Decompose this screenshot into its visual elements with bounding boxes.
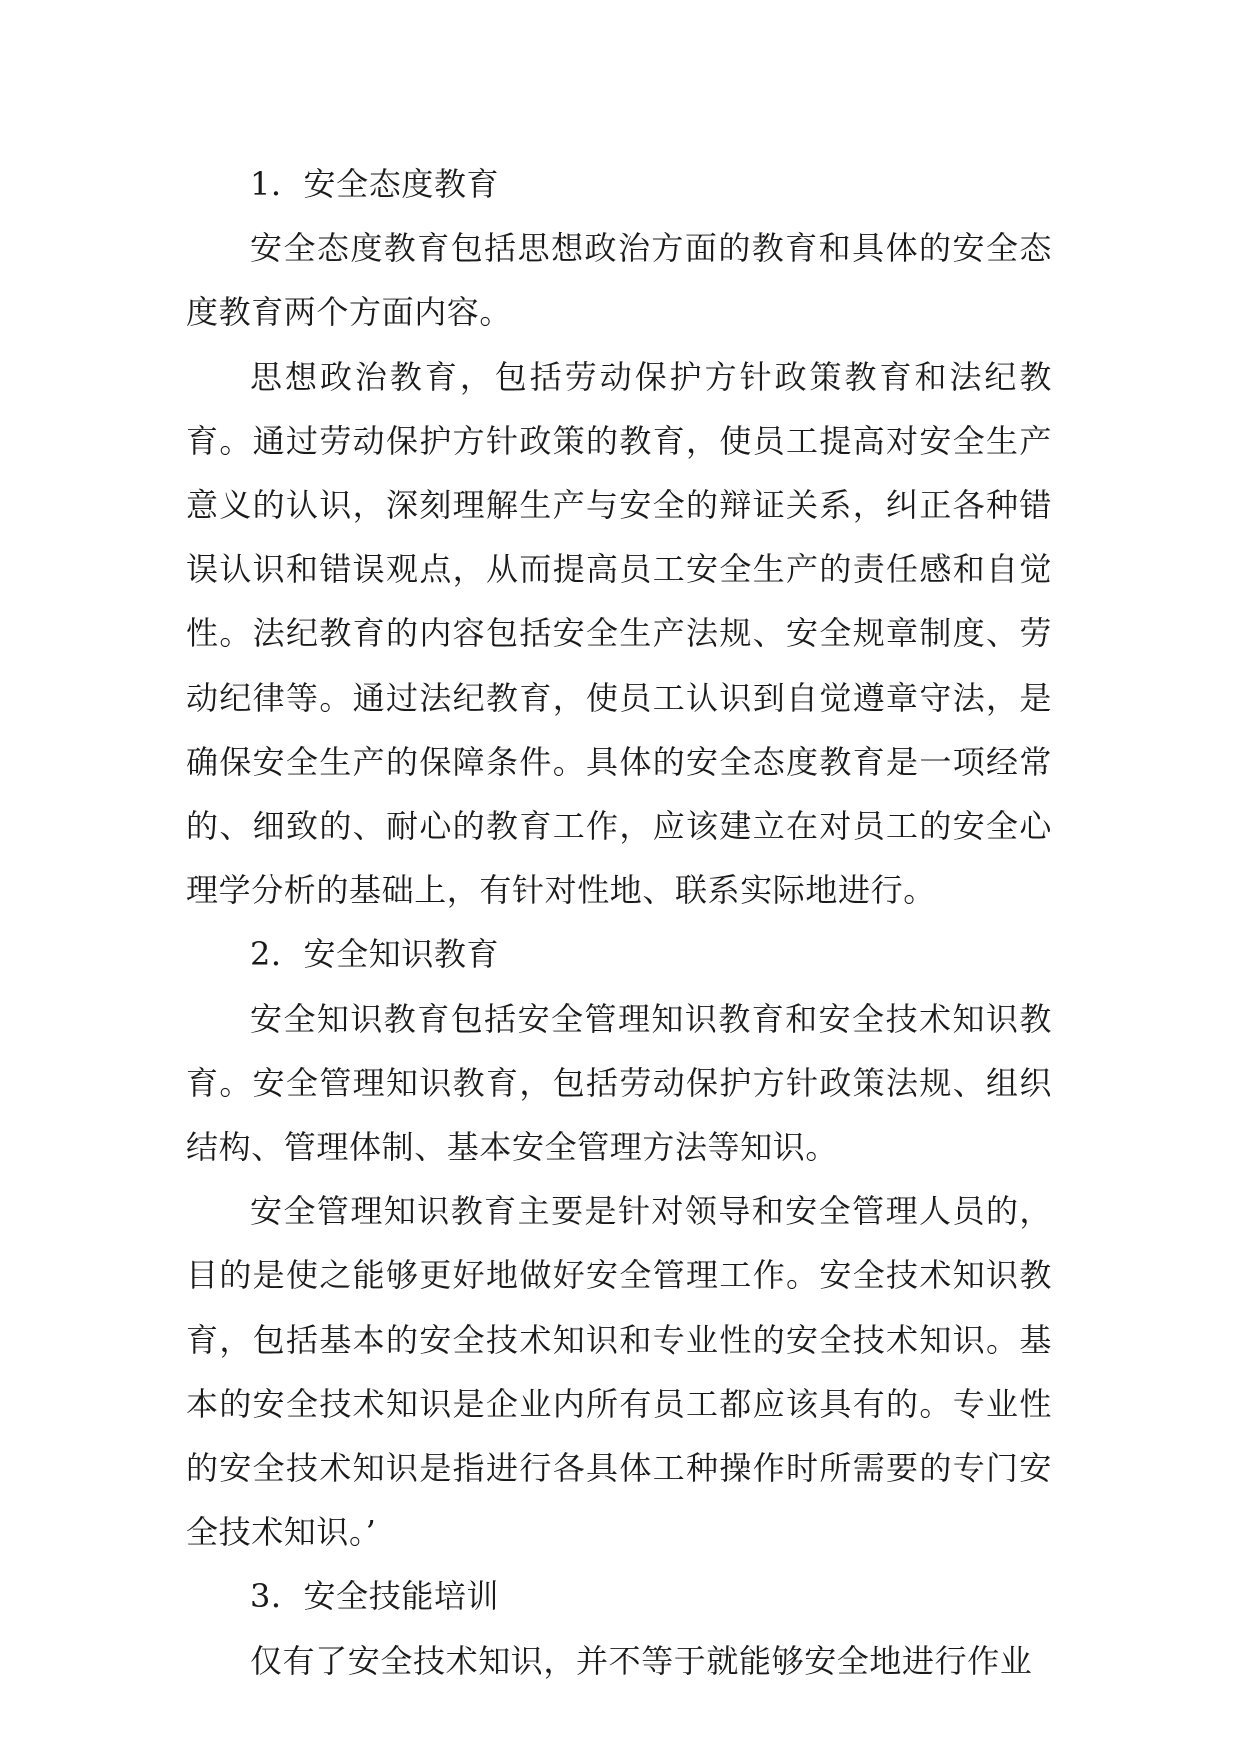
paragraph-skills-training: 仅有了安全技术知识，并不等于就能够安全地进行作业 [250,1641,1033,1680]
paragraph-knowledge-intro: 安全知识教育包括安全管理知识教育和安全技术知识教育。安全管理知识教育，包括劳动保护方针政策法规、组织结构、管理体制、基本安全管理方法等知识。 [186,999,1052,1167]
document-body [186,152,1052,1693]
paragraph-management-knowledge: 安全管理知识教育主要是针对领导和安全管理人员的，目的是使之能够更好地做好安全管理工作。安全技术知识教育，包括基本的安全技术知识和专业性的安全技术知识。基本的安全技术知识是企业内所有员工都应该具有的。专业性的安全技术知识是指进行各具体工种操作时所需要的专门安全技术知识。’ [186,1192,1052,1552]
paragraph-attitude-intro: 安全态度教育包括思想政治方面的教育和具体的安全态度教育两个方面内容。 [186,229,1052,332]
paragraph-political-education: 思想政治教育，包括劳动保护方针政策教育和法纪教育。通过劳动保护方针政策的教育，使员工提高对安全生产意义的认识，深刻理解生产与安全的辩证关系，纠正各种错误认识和错误观点，从而提高员工安全生产的责任感和自觉性。法纪教育的内容包括安全生产法规、安全规章制度、劳动纪律等。通过法纪教育，使员工认识到自觉遵章守法，是确保安全生产的保障条件。具体的安全态度教育是一项经常的、细致的、耐心的教育工作，应该建立在对员工的安全心理学分析的基础上，有针对性地、联系实际地进行。 [186,357,1052,910]
section-heading-2: 2．安全知识教育 [250,935,500,974]
section-heading-1: 1．安全态度教育 [250,165,500,203]
section-heading-3: 3．安全技能培训 [250,1577,500,1616]
